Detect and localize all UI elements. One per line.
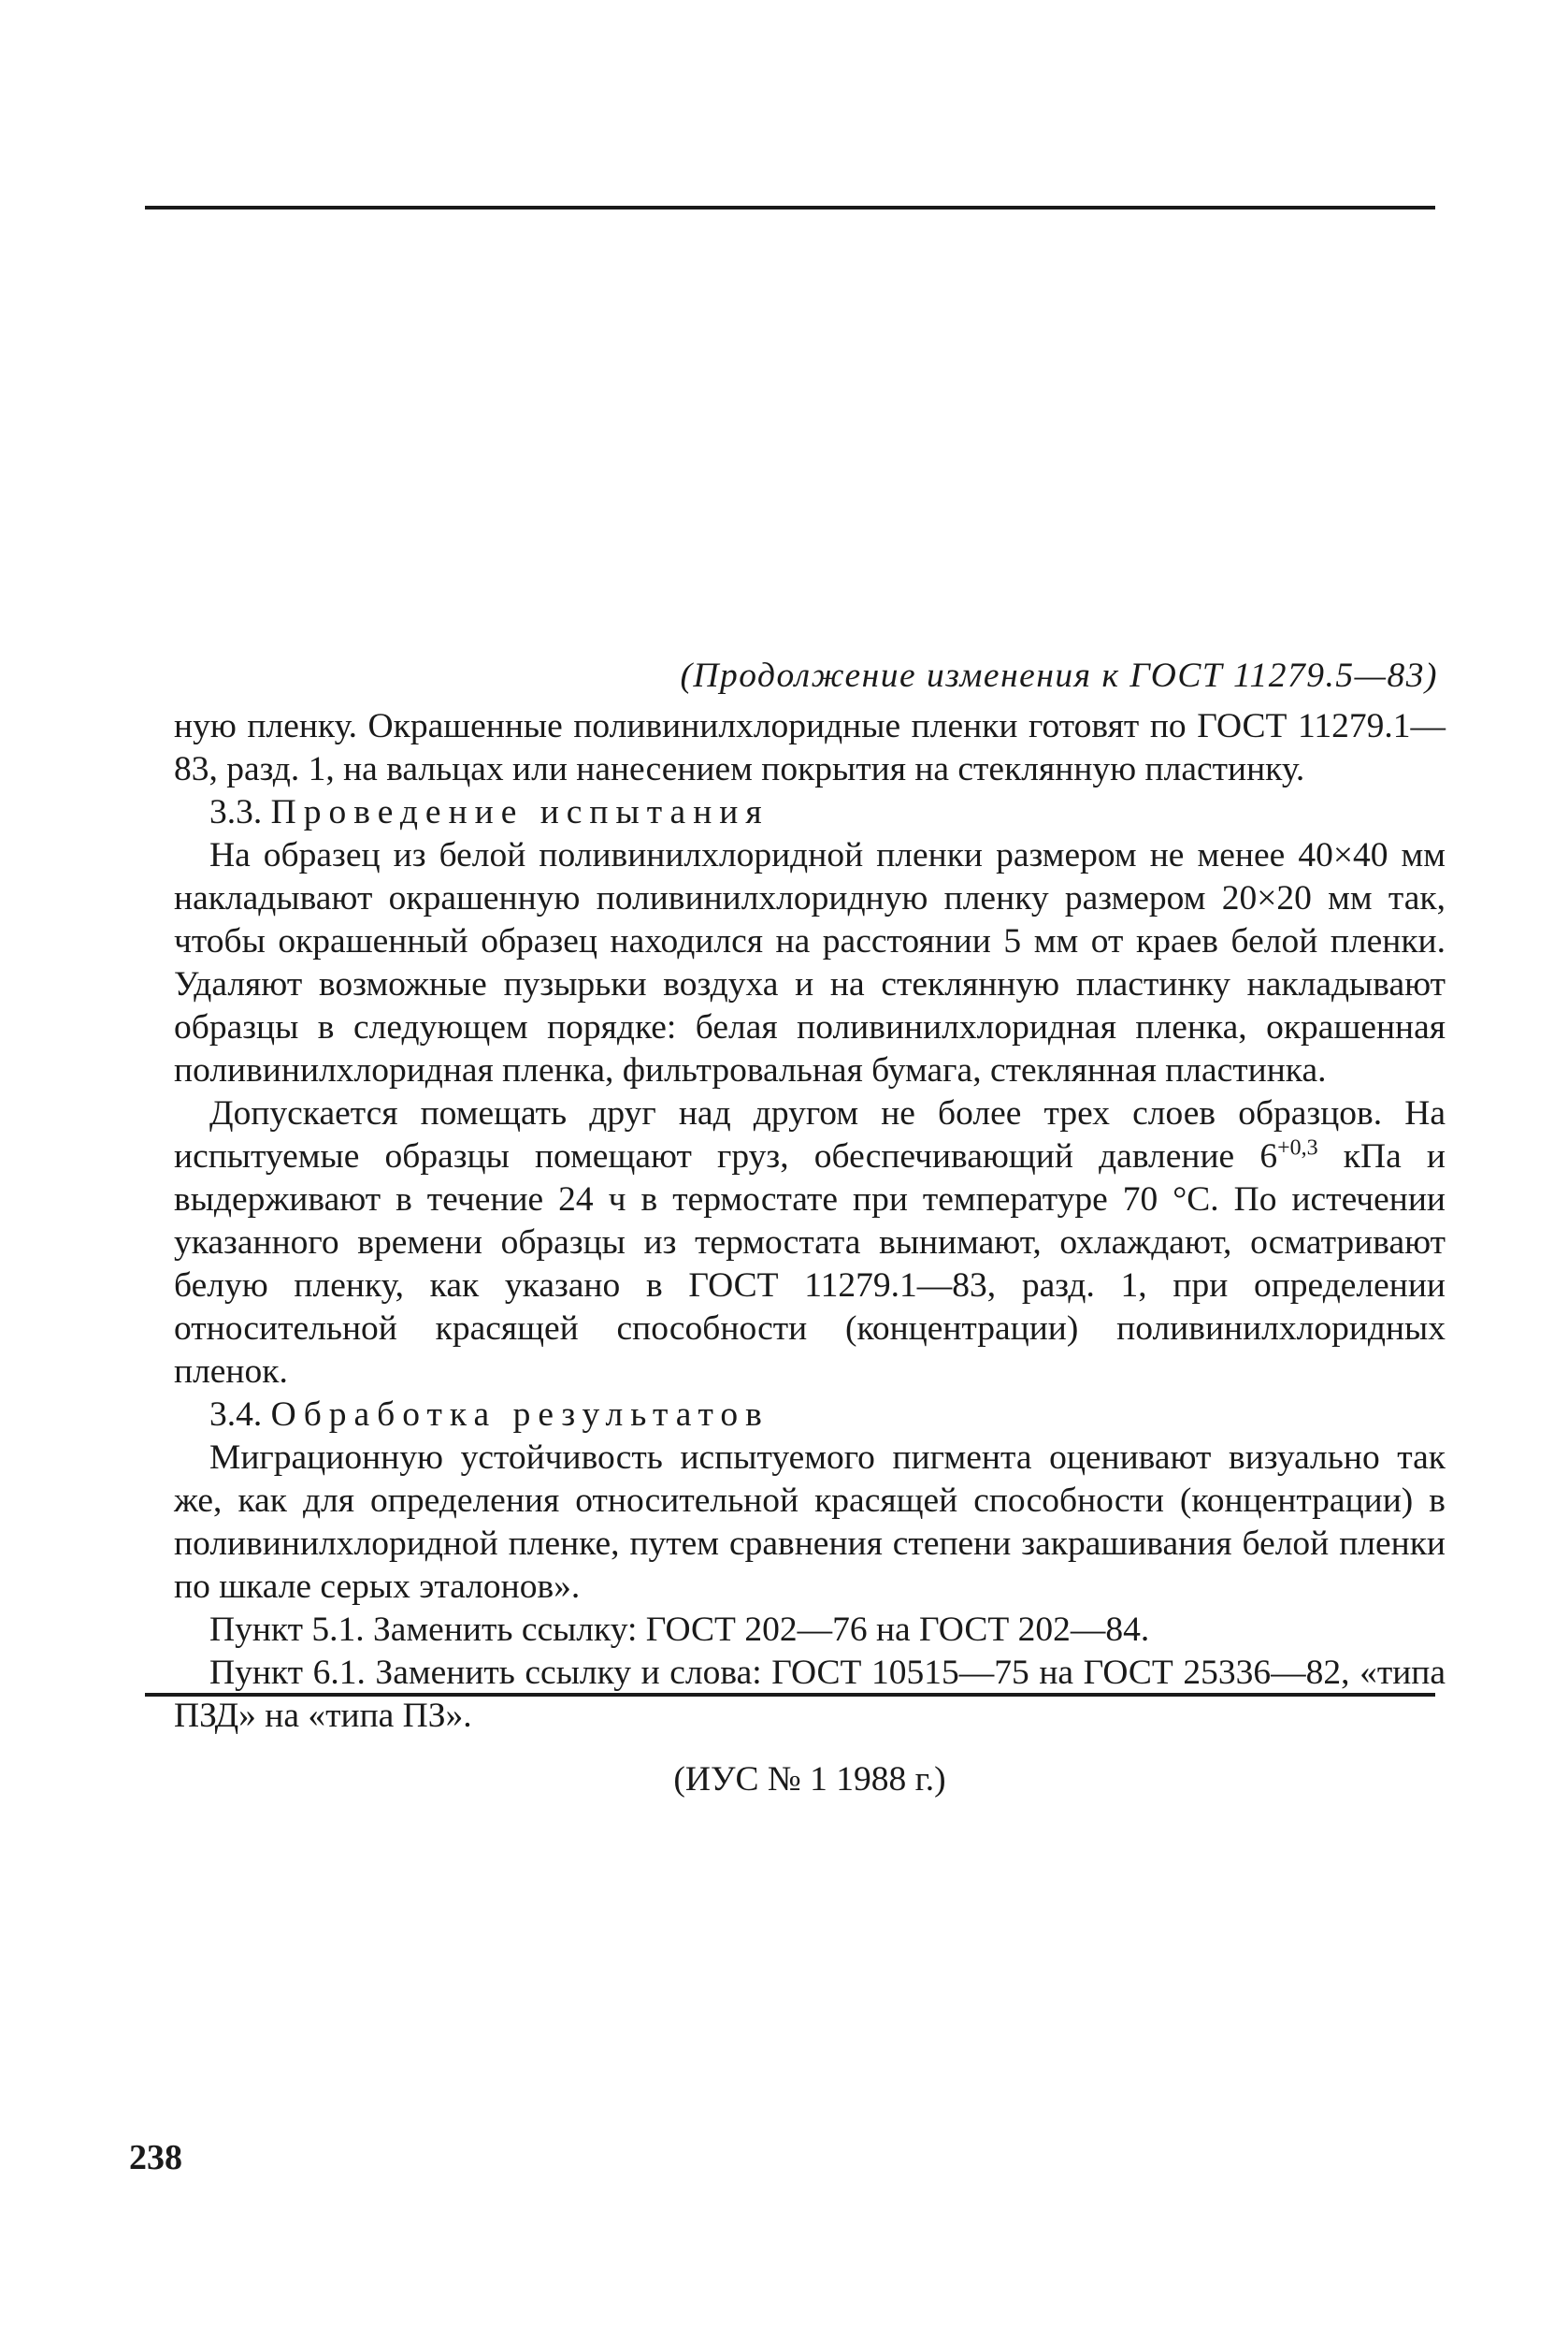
continuation-header: (Продолжение изменения к ГОСТ 11279.5—83) xyxy=(680,657,1438,695)
section-3-4-number: 3.4. xyxy=(209,1395,263,1434)
bottom-rule xyxy=(145,1693,1435,1697)
item-5-1: Пункт 5.1. Заменить ссылку: ГОСТ 202—76 на ГОСТ 202—84. xyxy=(209,1611,1150,1649)
ius-reference: (ИУС № 1 1988 г.) xyxy=(673,1760,946,1799)
section-3-3-heading xyxy=(174,791,1446,834)
section-3-3-title: Проведение испытания xyxy=(270,793,770,831)
intro-paragraph: ную пленку. Окрашенные поливинилхлоридные пленки готовят по ГОСТ 11279.1—83, разд. 1, на вальцах или нанесением покрытия на стеклянную пластинку. xyxy=(174,707,1446,788)
document-body xyxy=(174,655,1446,1801)
pressure-text-before: Допускается помещать друг над другом не более трех слоев образцов. На испытуемые образцы помещают груз, обеспечивающий давление 6 xyxy=(174,1094,1446,1176)
section-3-3-paragraph-1: На образец из белой поливинилхлоридной пленки размером не менее 40×40 мм накладывают окрашенную поливинилхлоридную пленку размером 20×20 мм так, чтобы окрашенный образец находился на расстоянии 5 мм от краев белой пленки. Удаляют возможные пузырьки воздуха и на стеклянную пластинку накладывают образцы в следующем порядке: белая поливинилхлоридная пленка, окрашенная поливинилхлоридная пленка, фильтровальная бумага, стеклянная пластинка. xyxy=(174,836,1446,1090)
section-3-4-heading xyxy=(174,1394,1446,1437)
pressure-text-after: кПа и выдерживают в течение 24 ч в термостате при температуре 70 °С. По истечении указанного времени образцы из термостата вынимают, охлаждают, осматривают белую пленку, как указано в ГОСТ 11279.1—83, разд. 1, при определении относительной красящей способности (концентрации) поливинилхлоридных пленок. xyxy=(174,1137,1446,1391)
item-6-1: Пункт 6.1. Заменить ссылку и слова: ГОСТ 10515—75 на ГОСТ 25336—82, «типа ПЗД» на «типа ПЗ». xyxy=(174,1654,1446,1735)
section-3-4-title: Обработка результатов xyxy=(270,1395,770,1434)
page-number: 238 xyxy=(129,2138,182,2177)
top-rule xyxy=(145,206,1435,210)
section-3-3-paragraph-2 xyxy=(174,1092,1446,1394)
section-3-3-number: 3.3. xyxy=(209,793,263,831)
pressure-tolerance: +0,3 xyxy=(1277,1135,1318,1161)
section-3-4-paragraph: Миграционную устойчивость испытуемого пигмента оценивают визуально так же, как для определения относительной красящей способности (концентрации) в поливинилхлоридной пленке, путем сравнения степени закрашивания белой пленки по шкале серых эталонов». xyxy=(174,1438,1446,1606)
